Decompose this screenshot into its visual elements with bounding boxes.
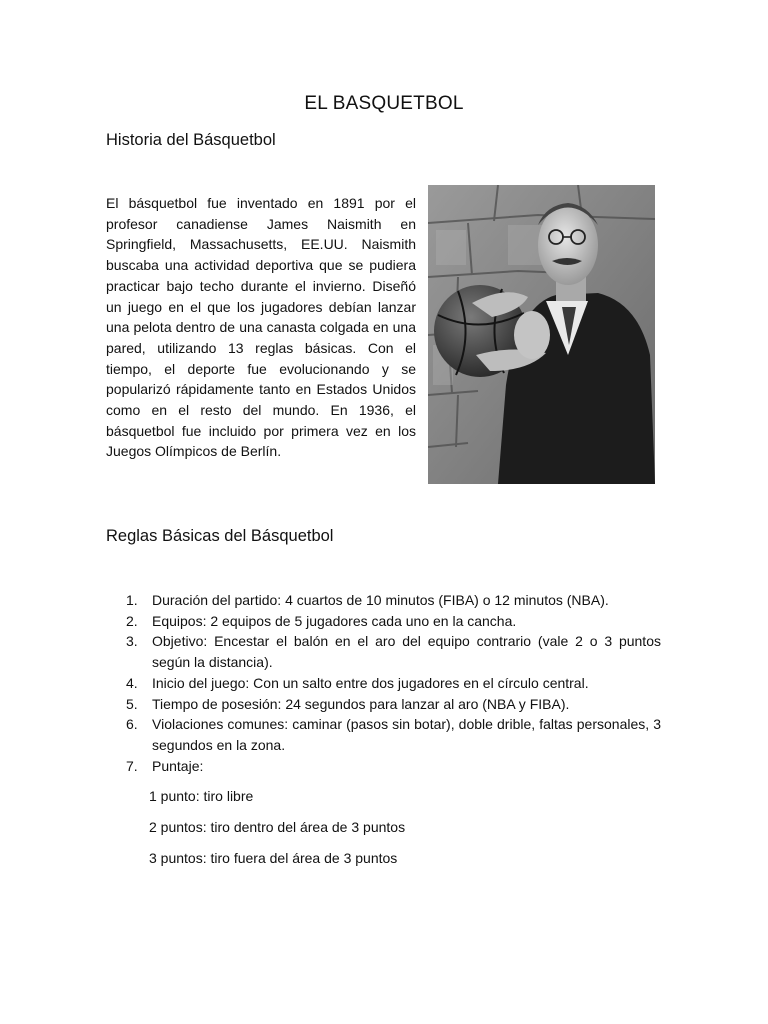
document-title: EL BASQUETBOL: [304, 93, 464, 114]
rule-item: [106, 590, 661, 611]
rule-number: 6.: [126, 716, 138, 733]
rule-item: [106, 714, 661, 755]
history-paragraph: El básquetbol fue inventado en 1891 por el profesor canadiense James Naismith en Springfield, Massachusetts, EE.UU. Naismith buscaba una actividad deportiva que se pudiera practicar bajo techo durante el invierno. Diseñó un juego en el que los jugadores debían lanzar una pelota dentro de una canasta colgada en una pared, utilizando 13 reglas básicas. Con el tiempo, el deporte fue evolucionando y se popularizó rápidamente tanto en Estados Unidos como en el resto del mundo. En 1936, el básquetbol fue incluido por primera vez en los Juegos Olímpicos de Berlín.: [106, 195, 416, 460]
naismith-photo-image: [428, 185, 655, 484]
rule-text: Objetivo: Encestar el balón en el aro del equipo contrario (vale 2 o 3 puntos según la distancia).: [152, 633, 661, 671]
rule-item: [106, 756, 661, 777]
history-heading: Historia del Básquetbol: [106, 131, 276, 149]
rule-text: Duración del partido: 4 cuartos de 10 minutos (FIBA) o 12 minutos (NBA).: [152, 592, 609, 608]
rule-number: 5.: [126, 695, 138, 712]
rule-text: Violaciones comunes: caminar (pasos sin botar), doble drible, faltas personales, 3 segundos en la zona.: [152, 716, 661, 753]
rule-text: Tiempo de posesión: 24 segundos para lanzar al aro (NBA y FIBA).: [152, 695, 570, 712]
rules-heading: Reglas Básicas del Básquetbol: [106, 527, 334, 545]
score-two-points: 2 puntos: tiro dentro del área de 3 puntos: [149, 819, 406, 835]
rule-text: Equipos: 2 equipos de 5 jugadores cada uno en la cancha.: [152, 612, 517, 629]
rule-number: 3.: [126, 633, 138, 650]
rule-item: [106, 611, 661, 632]
rule-item: [106, 631, 661, 672]
rule-number: 4.: [126, 674, 138, 691]
naismith-photo: [428, 185, 655, 484]
rule-text: Puntaje:: [152, 757, 204, 774]
rule-number: 2.: [126, 612, 138, 629]
rule-number: 7.: [126, 757, 138, 774]
rule-item: [106, 673, 661, 694]
rule-number: 1.: [126, 592, 138, 608]
score-one-point: 1 punto: tiro libre: [149, 788, 254, 804]
rules-list: [106, 590, 661, 776]
score-three-points: 3 puntos: tiro fuera del área de 3 puntos: [149, 850, 398, 866]
rule-text: Inicio del juego: Con un salto entre dos jugadores en el círculo central.: [152, 674, 589, 691]
rule-item: [106, 694, 661, 715]
